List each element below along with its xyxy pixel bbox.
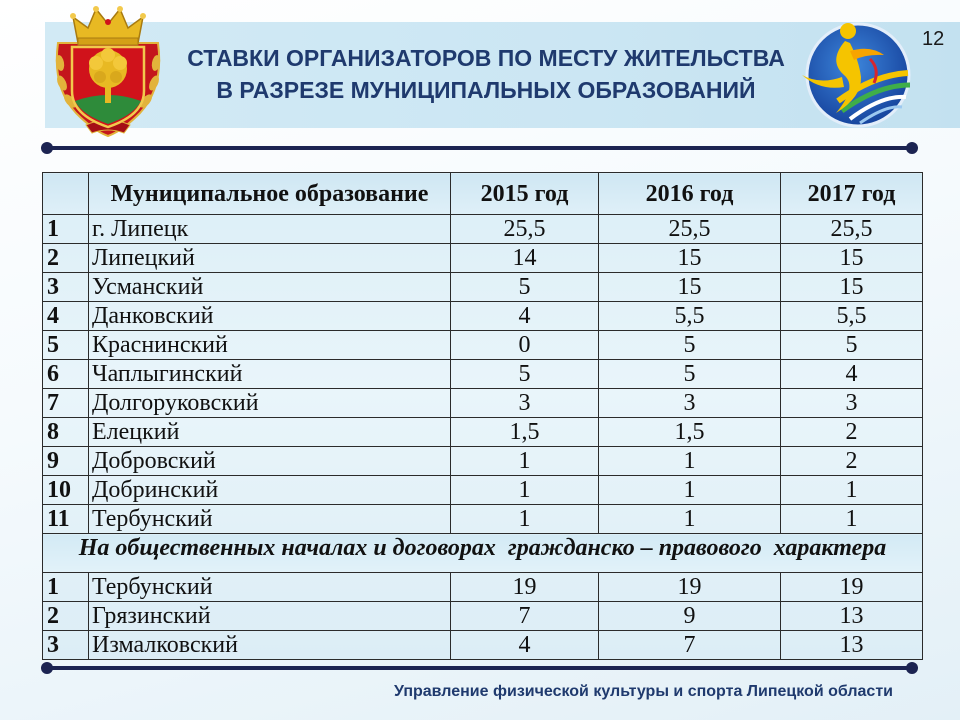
municipality-name: Тербунский — [89, 573, 451, 602]
value-2017: 15 — [781, 244, 923, 273]
municipality-name: Грязинский — [89, 602, 451, 631]
value-2016: 5,5 — [599, 302, 781, 331]
divider-bottom — [47, 666, 912, 670]
row-number: 11 — [43, 505, 89, 534]
municipality-name: Данковский — [89, 302, 451, 331]
value-2017: 2 — [781, 447, 923, 476]
municipality-name: Добровский — [89, 447, 451, 476]
table-row — [43, 573, 923, 602]
value-2017: 19 — [781, 573, 923, 602]
row-number: 10 — [43, 476, 89, 505]
value-2016: 1 — [599, 447, 781, 476]
row-number: 3 — [43, 631, 89, 660]
value-2015: 1 — [451, 505, 599, 534]
title-line-2: В РАЗРЕЗЕ МУНИЦИПАЛЬНЫХ ОБРАЗОВАНИЙ — [216, 77, 756, 103]
municipality-name: Краснинский — [89, 331, 451, 360]
divider-top-left-dot — [41, 142, 53, 154]
municipality-name: г. Липецк — [89, 215, 451, 244]
table-row — [43, 505, 923, 534]
row-number: 1 — [43, 573, 89, 602]
header-number — [43, 173, 89, 215]
value-2015: 4 — [451, 631, 599, 660]
row-number: 2 — [43, 602, 89, 631]
value-2016: 9 — [599, 602, 781, 631]
municipality-name: Липецкий — [89, 244, 451, 273]
table-row — [43, 476, 923, 505]
table-row — [43, 447, 923, 476]
municipality-name: Долгоруковский — [89, 389, 451, 418]
value-2015: 3 — [451, 389, 599, 418]
table-row — [43, 244, 923, 273]
title-line-1: СТАВКИ ОРГАНИЗАТОРОВ ПО МЕСТУ ЖИТЕЛЬСТВА — [187, 45, 785, 71]
slide-title — [171, 42, 801, 106]
section-title: На общественных началах и договорах гражданско – правового характера — [43, 534, 923, 573]
row-number: 8 — [43, 418, 89, 447]
page-number: 12 — [922, 28, 945, 50]
value-2015: 1 — [451, 476, 599, 505]
table-row — [43, 389, 923, 418]
table-row — [43, 302, 923, 331]
table-row — [43, 631, 923, 660]
municipality-name: Добринский — [89, 476, 451, 505]
value-2016: 5 — [599, 331, 781, 360]
divider-bottom-left-dot — [41, 662, 53, 674]
table-row — [43, 273, 923, 302]
value-2017: 25,5 — [781, 215, 923, 244]
value-2015: 25,5 — [451, 215, 599, 244]
row-number: 1 — [43, 215, 89, 244]
value-2016: 3 — [599, 389, 781, 418]
row-number: 9 — [43, 447, 89, 476]
header-2015: 2015 год — [451, 173, 599, 215]
table-row — [43, 331, 923, 360]
row-number: 7 — [43, 389, 89, 418]
row-number: 6 — [43, 360, 89, 389]
municipality-name: Елецкий — [89, 418, 451, 447]
value-2016: 1 — [599, 476, 781, 505]
value-2017: 2 — [781, 418, 923, 447]
row-number: 4 — [43, 302, 89, 331]
value-2017: 13 — [781, 631, 923, 660]
rates-table — [42, 172, 923, 660]
value-2015: 1,5 — [451, 418, 599, 447]
value-2016: 1,5 — [599, 418, 781, 447]
value-2017: 13 — [781, 602, 923, 631]
section-header-row — [43, 534, 923, 573]
value-2017: 3 — [781, 389, 923, 418]
row-number: 3 — [43, 273, 89, 302]
municipality-name: Чаплыгинский — [89, 360, 451, 389]
table-row — [43, 215, 923, 244]
value-2016: 5 — [599, 360, 781, 389]
value-2015: 5 — [451, 273, 599, 302]
value-2015: 7 — [451, 602, 599, 631]
municipality-name: Усманский — [89, 273, 451, 302]
divider-bottom-right-dot — [906, 662, 918, 674]
divider-top-right-dot — [906, 142, 918, 154]
table-row — [43, 360, 923, 389]
value-2016: 1 — [599, 505, 781, 534]
coat-of-arms-icon — [46, 3, 170, 137]
value-2017: 15 — [781, 273, 923, 302]
header-municipality: Муниципальное образование — [89, 173, 451, 215]
value-2017: 1 — [781, 505, 923, 534]
value-2016: 25,5 — [599, 215, 781, 244]
row-number: 2 — [43, 244, 89, 273]
value-2016: 15 — [599, 273, 781, 302]
value-2016: 15 — [599, 244, 781, 273]
value-2015: 5 — [451, 360, 599, 389]
municipality-name: Тербунский — [89, 505, 451, 534]
table-row — [43, 418, 923, 447]
value-2015: 19 — [451, 573, 599, 602]
footer-organization: Управление физической культуры и спорта Липецкой области — [393, 683, 893, 700]
table-header-row — [43, 173, 923, 215]
value-2017: 4 — [781, 360, 923, 389]
value-2016: 19 — [599, 573, 781, 602]
header-2017: 2017 год — [781, 173, 923, 215]
value-2015: 0 — [451, 331, 599, 360]
value-2017: 5,5 — [781, 302, 923, 331]
value-2015: 14 — [451, 244, 599, 273]
header-2016: 2016 год — [599, 173, 781, 215]
value-2017: 5 — [781, 331, 923, 360]
municipality-name: Измалковский — [89, 631, 451, 660]
sport-emblem-icon — [798, 17, 914, 129]
row-number: 5 — [43, 331, 89, 360]
value-2015: 1 — [451, 447, 599, 476]
table-row — [43, 602, 923, 631]
divider-top — [47, 146, 912, 150]
value-2017: 1 — [781, 476, 923, 505]
value-2016: 7 — [599, 631, 781, 660]
value-2015: 4 — [451, 302, 599, 331]
